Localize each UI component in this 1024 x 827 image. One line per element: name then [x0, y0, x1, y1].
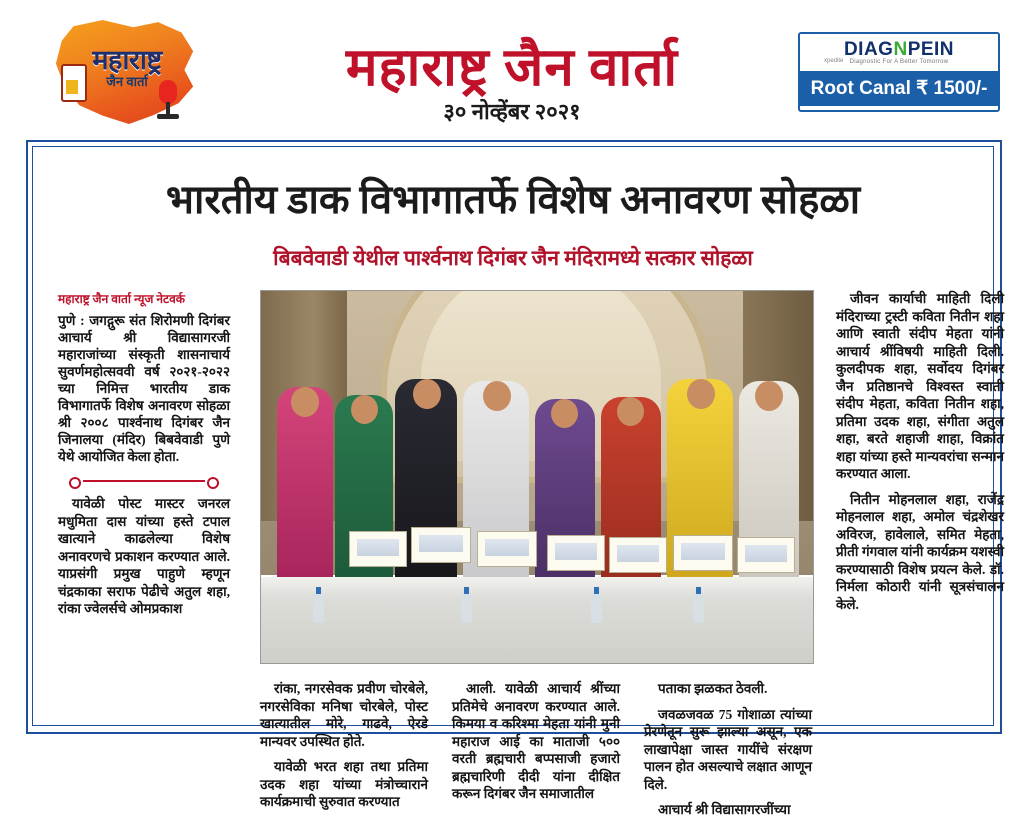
- paragraph: रांका, नगरसेवक प्रवीण चोरबेले, नगरसेविका मनिषा चोरबेले, पोस्ट खात्यातील मोरे, गाढवे, ऐरडे मान्यवर उपस्थित होते.: [260, 681, 428, 749]
- byline: महाराष्ट्र जैन वार्ता न्यूज नेटवर्क: [58, 292, 185, 306]
- ad-brand-part3: PEIN: [907, 39, 955, 60]
- paper-date: ३० नोव्हेंबर २०२१: [443, 99, 581, 124]
- ad-brand-small: xpedite: [824, 58, 844, 64]
- lead-paragraph: पुणे : जगद्गुरू संत शिरोमणी दिगंबर आचार्य श्री विद्यासागरजी महाराजांच्या संस्कृती शासनाचार्य सुवर्णमहोत्सववी वर्ष २०२१-२०२२ च्या निमित्त भारतीय डाक विभागातर्फे विशेष अनावरण सोहळा श्री २००८ पार्श्वनाथ दिगंबर जैन जिनालया (मंदिर) बिबवेवाडी पुणे येथे आयोजित केला होता.: [58, 313, 230, 464]
- paragraph: यावेळी पोस्ट मास्टर जनरल मधुमिता दास यांच्या हस्ते टपाल खात्याने काढलेल्या विशेष अनावरणचे प्रकाशन करण्यात आले. याप्रसंगी प्रमुख पाहुणे म्हणून चंद्रकाका सराफ पेढीचे अतुल शहा, रांका ज्वेलर्सचे ओमप्रकाश: [58, 496, 230, 616]
- article-headline: भारतीय डाक विभागातर्फे विशेष अनावरण सोहळा: [165, 177, 861, 222]
- article-frame: [26, 140, 1004, 817]
- column-4: [644, 680, 812, 827]
- article-subheadline: बिबवेवाडी येथील पार्श्वनाथ दिगंबर जैन मंदिरामध्ये सत्कार सोहळा: [273, 246, 753, 270]
- paragraph: पताका झळकत ठेवली.: [658, 681, 768, 696]
- ad-top: [800, 34, 998, 71]
- divider-ornament: [69, 475, 219, 487]
- paragraph: आचार्य श्री विद्यासागरजींच्या: [658, 802, 791, 817]
- ad-brand-part2: N: [893, 39, 908, 60]
- paragraph: जीवन कार्याची माहिती दिली मंदिराच्या ट्रस्टी कविता नितीन शहा आणि स्वाती संदीप मेहता यांनी आचार्य श्रींविषयी माहिती दिली. कुलदीपक शहा, सर्वोदय दिगंबर जैन प्रतिष्ठानचे विश्वस्त स्वाती संदीप मेहता, कविता नितीन शहा, प्रतिमा उदक शहा, संगीता अतुल शहा, बरते शहाजी शाहा, विक्रांत शहा यांच्या हस्ते मान्यवरांचा सन्मान करण्यात आला.: [836, 291, 1004, 481]
- paragraph: जवळजवळ 75 गोशाळा त्यांच्या प्रेरणेतून सुरू झाल्या असून, एक लाखापेक्षा जास्त गायींचे संरक्षण पालन होत असल्याचे लक्षात आणून दिले.: [644, 706, 812, 792]
- column-5: [836, 290, 1004, 621]
- paragraph: नितीन मोहनलाल शहा, राजेंद्र मोहनलाल शहा, अमोल चंद्रशेखर अविरज, हावेलाले, समित मेहता, प्रीती गंगवाल यांनी कार्यक्रम यशस्वी करण्यासाठी विशेष प्रयत्न केले. डॉ. निर्मला कोठारी यांनी सूत्रसंचालन केले.: [836, 491, 1004, 612]
- advertisement-box[interactable]: [798, 32, 1000, 112]
- left-column: [58, 290, 230, 626]
- ad-brand-part1: DIAG: [843, 39, 894, 60]
- paper-title: महाराष्ट्र जैन वार्ता: [345, 39, 679, 97]
- article-photo: [260, 290, 814, 664]
- column-2: [260, 680, 428, 819]
- paragraph: यावेळी भरत शहा तथा प्रतिमा उदक शहा यांच्या मंत्रोच्चाराने कार्यक्रमाची सुरुवात करण्यात: [260, 759, 428, 809]
- ad-offer: Root Canal ₹ 1500/-: [800, 71, 998, 106]
- logo-subtitle: जैन वार्ता: [106, 74, 148, 89]
- logo-title: महाराष्ट्र: [92, 45, 162, 75]
- masthead: [0, 0, 1024, 135]
- paragraph: आली. यावेळी आचार्य श्रींच्या प्रतिमेचे अनावरण करण्यात आले. किमया व करिश्मा मेहता यांनी मुनी महाराज आई का माताजी ५०० वरती ब्रह्मचारी बप्पसाजी हजारो ब्रह्मचारिणी दीदी यांना दीक्षित करून दिगंबर जैन समाजातील: [452, 681, 620, 801]
- column-1: [58, 495, 230, 618]
- column-3: [452, 680, 620, 811]
- ad-tagline: Diagnostic For A Better Tomorrow: [849, 59, 949, 65]
